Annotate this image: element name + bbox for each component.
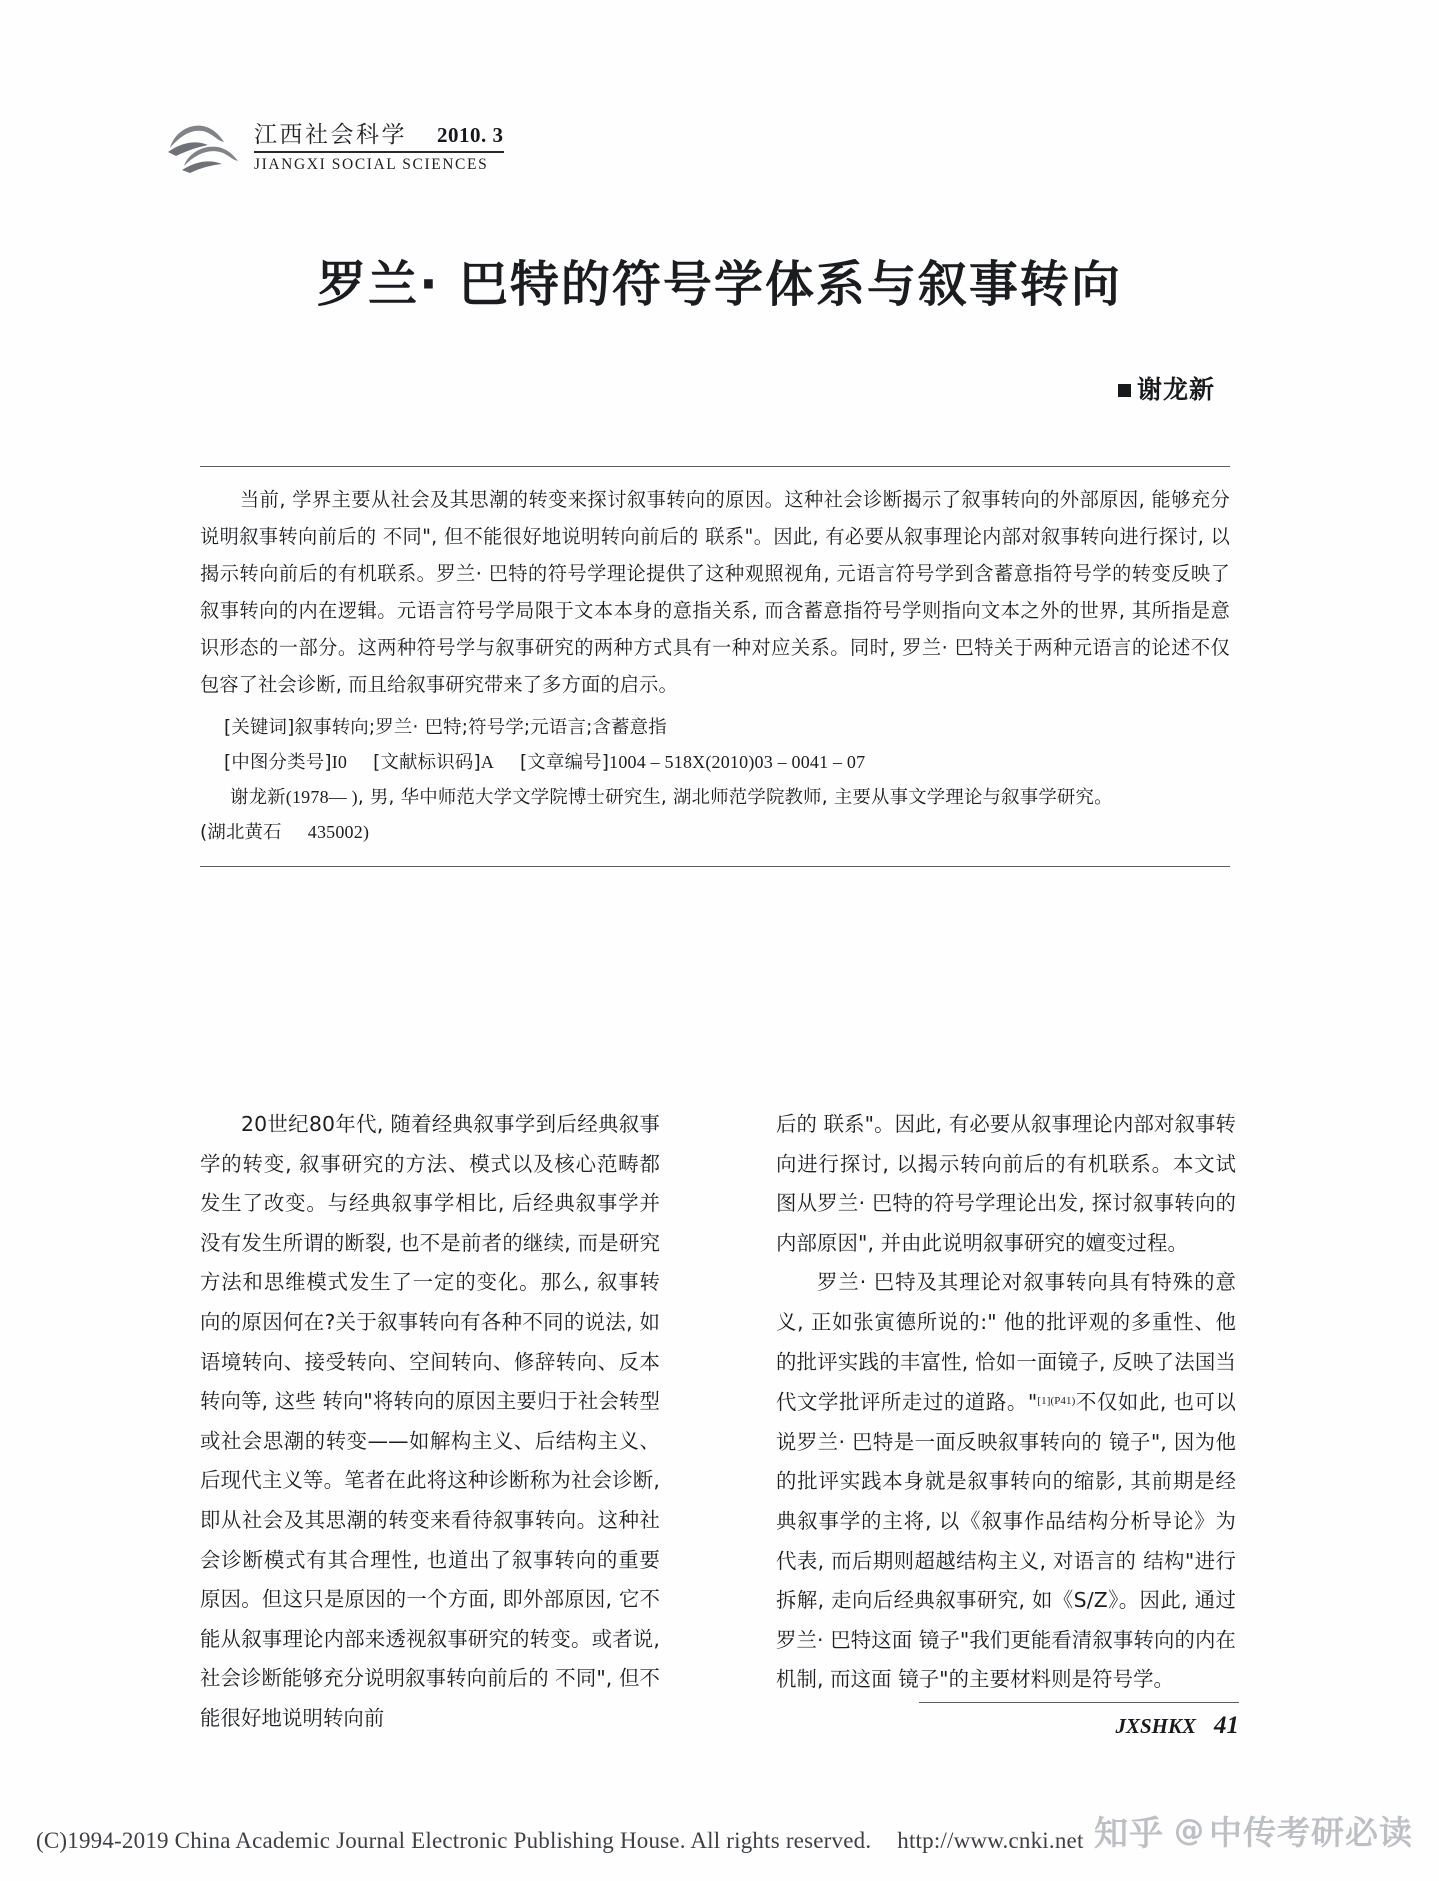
doc-code-value: A: [480, 752, 495, 772]
masthead-title-row: [254, 116, 504, 153]
author-bio-line: [200, 780, 1230, 815]
abstract-text: 当前, 学界主要从社会及其思潮的转变来探讨叙事转向的原因。这种社会诊断揭示了叙事转向的外部原因, 能够充分说明叙事转向前后的 不同", 但不能很好地说明转向前后的 联系"。因此, 有必要从叙事理论内部对叙事转向进行探讨, 以揭示转向前后的有机联系。罗兰· 巴特的符号学理论提供了这种观照视角, 元语言符号学到含蓄意指符号学的转变反映了叙事转向的内在逻辑。元语言符号学局限于文本本身的意指关系, 而含蓄意指符号学则指向文本之外的世界, 其所指是意识形态的一部分。这两种符号学与叙事研究的两种方式具有一种对应关系。同时, 罗兰· 巴特关于两种元语言的论述不仅包容了社会诊断, 而且给叙事研究带来了多方面的启示。: [200, 488, 1230, 696]
bio-text: , 男, 华中师范大学文学院博士研究生, 湖北师范学院教师, 主要从事文学理论与叙事学研究。: [357, 787, 1113, 808]
keywords-line: [224, 711, 1230, 745]
copyright-text: (C)1994-2019 China Academic Journal Electronic Publishing House. All rights reserved.: [36, 1828, 872, 1853]
page-number: 41: [1214, 1712, 1239, 1739]
journal-name-en: JIANGXI SOCIAL SCIENCES: [254, 156, 489, 173]
citation-reference: [1](P41): [1037, 1395, 1076, 1408]
copyright-notice: [36, 1828, 1084, 1854]
paragraph: 后的 联系"。因此, 有必要从叙事理论内部对叙事转向进行探讨, 以揭示转向前后的有机联系。本文试图从罗兰· 巴特的符号学理论出发, 探讨叙事转向的 内部原因", 并由此说明叙事研究的嬗变过程。: [776, 1112, 1236, 1255]
author-bio-address: [200, 815, 1230, 850]
body-columns: [200, 1105, 1236, 1739]
page-footer-mark: [1115, 1712, 1239, 1740]
masthead-text: [254, 116, 504, 174]
square-bullet-icon: [1118, 384, 1131, 397]
at-symbol: @: [1174, 1813, 1205, 1848]
paragraph-part-b: 不仅如此, 也可以说罗兰· 巴特是一面反映叙事转向的 镜子", 因为他的批评实践本身就是叙事转向的缩影, 其前期是经典叙事学的主将, 以《叙事作品结构分析导论》为代表, 而后期则超越结构主义, 对语言的 结构"进行拆解, 走向后经典叙事研究, 如《S/Z》。因此, 通过罗兰· 巴特这面 镜子"我们更能看清叙事转向的内在机制, 而这面 镜子"的主要材料则是符号学。: [776, 1390, 1236, 1692]
right-column: [776, 1105, 1236, 1739]
keywords-label: [关键词]: [224, 717, 295, 738]
clc-label: [中图分类号]: [224, 752, 332, 773]
watermark-account: 中传考研必读: [1209, 1813, 1413, 1852]
bio-zip: 435002): [307, 822, 370, 842]
bio-address: (湖北黄石: [200, 822, 282, 843]
classification-line: [224, 745, 1230, 780]
journal-masthead: [168, 112, 504, 174]
journal-issue: 2010. 3: [437, 123, 504, 147]
journal-abbreviation: JXSHKX: [1115, 1714, 1196, 1738]
keywords-value: 叙事转向;罗兰· 巴特;符号学;元语言;含蓄意指: [294, 717, 667, 738]
doc-code-label: [文献标识码]: [373, 752, 481, 773]
left-column: [200, 1105, 660, 1739]
abstract-block: [200, 466, 1230, 867]
bio-birth: (1978— ): [285, 787, 358, 807]
article-title: 罗兰· 巴特的符号学体系与叙事转向: [317, 256, 1122, 313]
article-author: [1118, 370, 1215, 406]
zhihu-label: 知乎: [1094, 1814, 1164, 1854]
author-name: 谢龙新: [1136, 375, 1215, 404]
journal-name-cn: 江西社会科学: [254, 122, 407, 147]
watermark: [1094, 1806, 1413, 1855]
clc-value: I0: [331, 752, 348, 772]
paragraph: 20世纪80年代, 随着经典叙事学到后经典叙事学的转变, 叙事研究的方法、模式以及核心范畴都发生了改变。与经典叙事学相比, 后经典叙事学并没有发生所谓的断裂, 也不是前者的继续, 而是研究方法和思维模式发生了一定的变化。那么, 叙事转向的原因何在?关于叙事转向有各种不同的说法, 如语境转向、接受转向、空间转向、修辞转向、反本转向等, 这些 转向"将转向的原因主要归于社会转型或社会思潮的转变——如解构主义、后结构主义、后现代主义等。笔者在此将这种诊断称为社会诊断, 即从社会及其思潮的转变来看待叙事转向。这种社会诊断模式有其合理性, 也道出了叙事转向的重要原因。但这只是原因的一个方面, 即外部原因, 它不能从叙事理论内部来透视叙事研究的转变。或者说, 社会诊断能够充分说明叙事转向前后的 不同", 但不能很好地说明转向前: [200, 1112, 660, 1730]
article-id-value: 1004 – 518X(2010)03 – 0041 – 07: [609, 752, 866, 772]
wave-logo-icon: [168, 118, 246, 174]
cnki-url: http://www.cnki.net: [897, 1828, 1084, 1853]
paragraph: [776, 1263, 1236, 1700]
footer-rule: [919, 1702, 1239, 1703]
article-id-label: [文章编号]: [520, 752, 610, 773]
paragraph-part-a: 罗兰· 巴特及其理论对叙事转向具有特殊的意义, 正如张寅德所说的:" 他的批评观的多重性、他的批评实践的丰富性, 恰如一面镜子, 反映了法国当代文学批评所走过的道路。": [776, 1270, 1236, 1415]
bio-name: 谢龙新: [230, 787, 286, 808]
